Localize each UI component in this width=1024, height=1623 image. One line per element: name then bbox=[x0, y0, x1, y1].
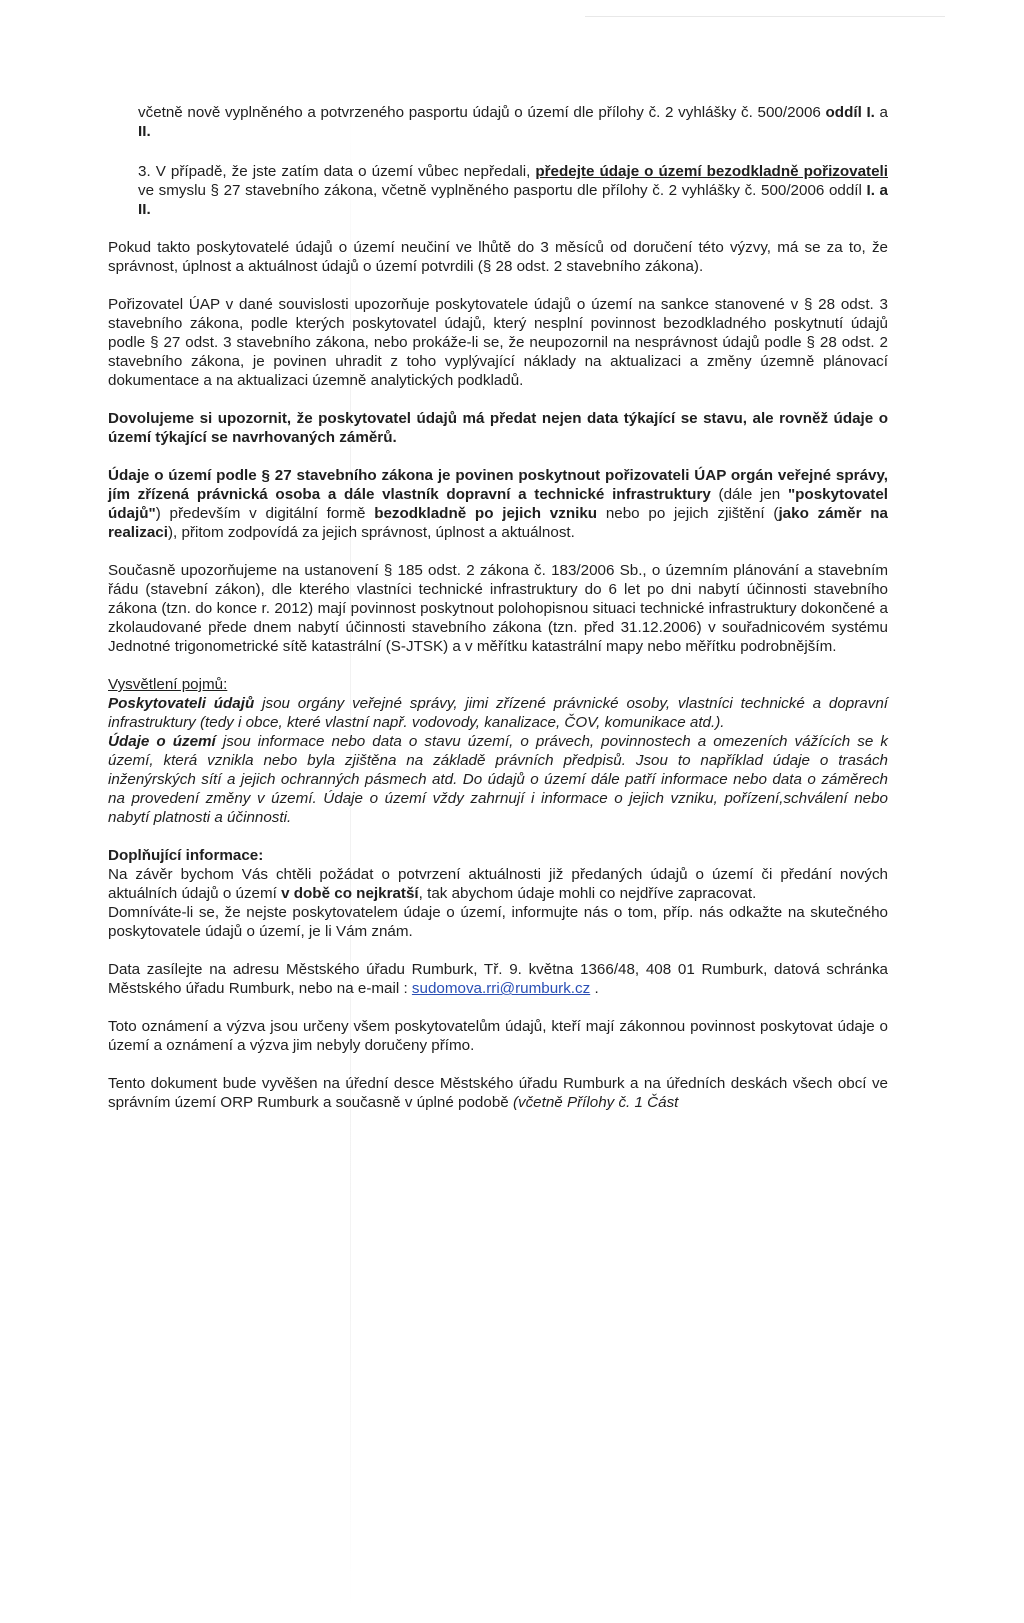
obligation-bold3: bezodkladně po jejich vzniku bbox=[374, 505, 598, 522]
item-continuation-bold1: oddíl I. bbox=[825, 104, 875, 121]
paragraph-notice bbox=[108, 409, 888, 447]
supplement-heading: Doplňující informace: bbox=[108, 847, 264, 864]
obligation-text2: ) především v digitální formě bbox=[155, 505, 375, 522]
obligation-text4: ), přitom zodpovídá za jejich správnost, úplnost a aktuálnost. bbox=[167, 524, 575, 541]
paragraph-intended: Toto oznámení a výzva jsou určeny všem poskytovatelům údajů, kteří mají zákonnou povinnost poskytovat údaje o území a oznámení a výzva jim nebyly doručeny přímo. bbox=[108, 1018, 888, 1054]
address-end: . bbox=[590, 980, 599, 997]
paragraph-posted bbox=[108, 1074, 888, 1112]
glossary-def-providers: jsou orgány veřejné správy, jimi zřízené právnické osoby, vlastníci technické a dopravní infrastruktury (tedy i obce, které vlastní např. vodovody, kanalizace, ČOV, komunikace atd.). bbox=[108, 695, 889, 731]
supplement-request bbox=[108, 865, 888, 903]
glossary-term-data: Údaje o území bbox=[108, 733, 216, 750]
obligation-bold2: "poskytovatel údajů" bbox=[108, 486, 888, 522]
obligation-text1: (dále jen bbox=[710, 486, 788, 503]
item-3-number: 3. bbox=[138, 163, 151, 180]
paragraph-address bbox=[108, 960, 888, 998]
supplement-referral: Domníváte-li se, že nejste poskytovatelem údaje o území, informujte nás o tom, příp. nás odkažte na skutečného poskytovatele údajů o území, je li Vám znám. bbox=[108, 904, 888, 940]
item-continuation-text: včetně nově vyplněného a potvrzeného pasportu údajů o území dle přílohy č. 2 vyhlášky č. 500/2006 bbox=[138, 104, 826, 121]
address-text: Data zasílejte na adresu Městského úřadu Rumburk, Tř. 9. května 1366/48, 408 01 Rumburk, datová schránka Městského úřadu Rumburk, nebo na e-mail : bbox=[108, 961, 888, 997]
glossary-entry-data bbox=[108, 732, 888, 827]
item-3-bold: I. a II. bbox=[138, 182, 888, 218]
item-continuation-and: a bbox=[874, 104, 888, 121]
item-continuation bbox=[108, 103, 888, 141]
supplement bbox=[108, 846, 888, 941]
glossary-entry-providers bbox=[108, 694, 888, 732]
glossary-term-providers: Poskytovateli údajů bbox=[108, 695, 255, 712]
supplement-bold: v době co nejkratší bbox=[281, 885, 419, 902]
supplement-text1: Na závěr bychom Vás chtěli požádat o potvrzení aktuálnosti již předaných údajů o území či předání nových aktuálních údajů o území bbox=[108, 866, 888, 902]
obligation-bold4: jako záměr na realizaci bbox=[108, 505, 888, 541]
item-3-text1: V případě, že jste zatím data o území vůbec nepředali, bbox=[150, 163, 536, 180]
paragraph-notice-bold: Dovolujeme si upozornit, že poskytovatel údajů má předat nejen data týkající se stavu, ale rovněž údaje o území týkající se navrhovaných záměrů. bbox=[108, 410, 888, 446]
paragraph-185: Současně upozorňujeme na ustanovení § 185 odst. 2 zákona č. 183/2006 Sb., o územním plánování a stavebním řádu (stavební zákon), dle kterého vlastníci technické infrastruktury do 6 let po dni nabytí účinnosti stavebního zákona (tzn. do konce r. 2012) mají povinnost poskytnout polohopisnou situaci technické infrastruktury dokončené a zkolaudované přede dnem nabytí účinnosti stavebního zákona (tzn. před 31.12.2006) v souřadnicovém systému Jednotné trigonometrické sítě katastrální (S-JTSK) a v měřítku katastrální mapy nebo měřítku podrobnějším. bbox=[108, 562, 888, 655]
glossary bbox=[108, 675, 888, 827]
glossary-def-data: jsou informace nebo data o stavu území, o právech, povinnostech a omezeních vážících se k území, která vznikla nebo byla zjištěna na základě právních předpisů. Jsou to například údaje o trasách inženýrských sítí a jejich ochranných pásmech atd. Do údajů o území dále patří informace nebo data o záměrech na provedení změny v území. Údaje o území vždy zahrnují i informace o jejich vzniku, pořízení,schválení nebo nabytí platnosti a účinnosti. bbox=[108, 733, 888, 826]
item-3-underlined: předejte údaje o území bezodkladně pořizovateli bbox=[535, 163, 888, 180]
paragraph-deadline: Pokud takto poskytovatelé údajů o území neučiní ve lhůtě do 3 měsíců od doručení této výzvy, má se za to, že správnost, úplnost a aktuálnost údajů o území potvrdili (§ 28 odst. 2 stavebního zákona). bbox=[108, 239, 888, 275]
item-continuation-bold2: II. bbox=[138, 123, 151, 140]
document-page bbox=[108, 103, 888, 1112]
glossary-heading: Vysvětlení pojmů: bbox=[108, 676, 228, 693]
paragraph-sanctions: Pořizovatel ÚAP v dané souvislosti upozorňuje poskytovatele údajů o území na sankce stanovené v § 28 odst. 3 stavebního zákona, podle kterých poskytovatel údajů, který nesplní povinnost bezodkladného poskytnutí údajů podle § 27 odst. 3 stavebního zákona, nebo prokáže-li se, že neupozornil na nesprávnost údajů podle § 28 odst. 2 stavebního zákona, je povinen uhradit z toho vyplývající náklady na aktualizaci a změny územně plánovací dokumentace a na aktualizaci územně analytických podkladů. bbox=[108, 296, 888, 389]
scan-edge-line bbox=[585, 16, 945, 17]
item-3-text2: ve smyslu § 27 stavebního zákona, včetně vyplněného pasportu dle přílohy č. 2 vyhlášky č. 500/2006 oddíl bbox=[138, 182, 867, 199]
posted-text: Tento dokument bude vyvěšen na úřední desce Městského úřadu Rumburk a na úředních deskách všech obcí ve správním území ORP Rumburk a současně v úplné podobě bbox=[108, 1075, 888, 1111]
supplement-text2: , tak abychom údaje mohli co nejdříve zapracovat. bbox=[418, 885, 757, 902]
item-3 bbox=[108, 162, 888, 219]
posted-italic: (včetně Přílohy č. 1 Část bbox=[512, 1094, 679, 1111]
email-link[interactable]: sudomova.rri@rumburk.cz bbox=[411, 980, 591, 997]
paragraph-obligation bbox=[108, 466, 888, 542]
obligation-text3: nebo po jejich zjištění ( bbox=[597, 505, 779, 522]
obligation-bold1: Údaje o území podle § 27 stavebního zákona je povinen poskytnout pořizovateli ÚAP orgán veřejné správy, jím zřízená právnická osoba a dále vlastník dopravní a technické infrastruktury bbox=[108, 467, 888, 503]
